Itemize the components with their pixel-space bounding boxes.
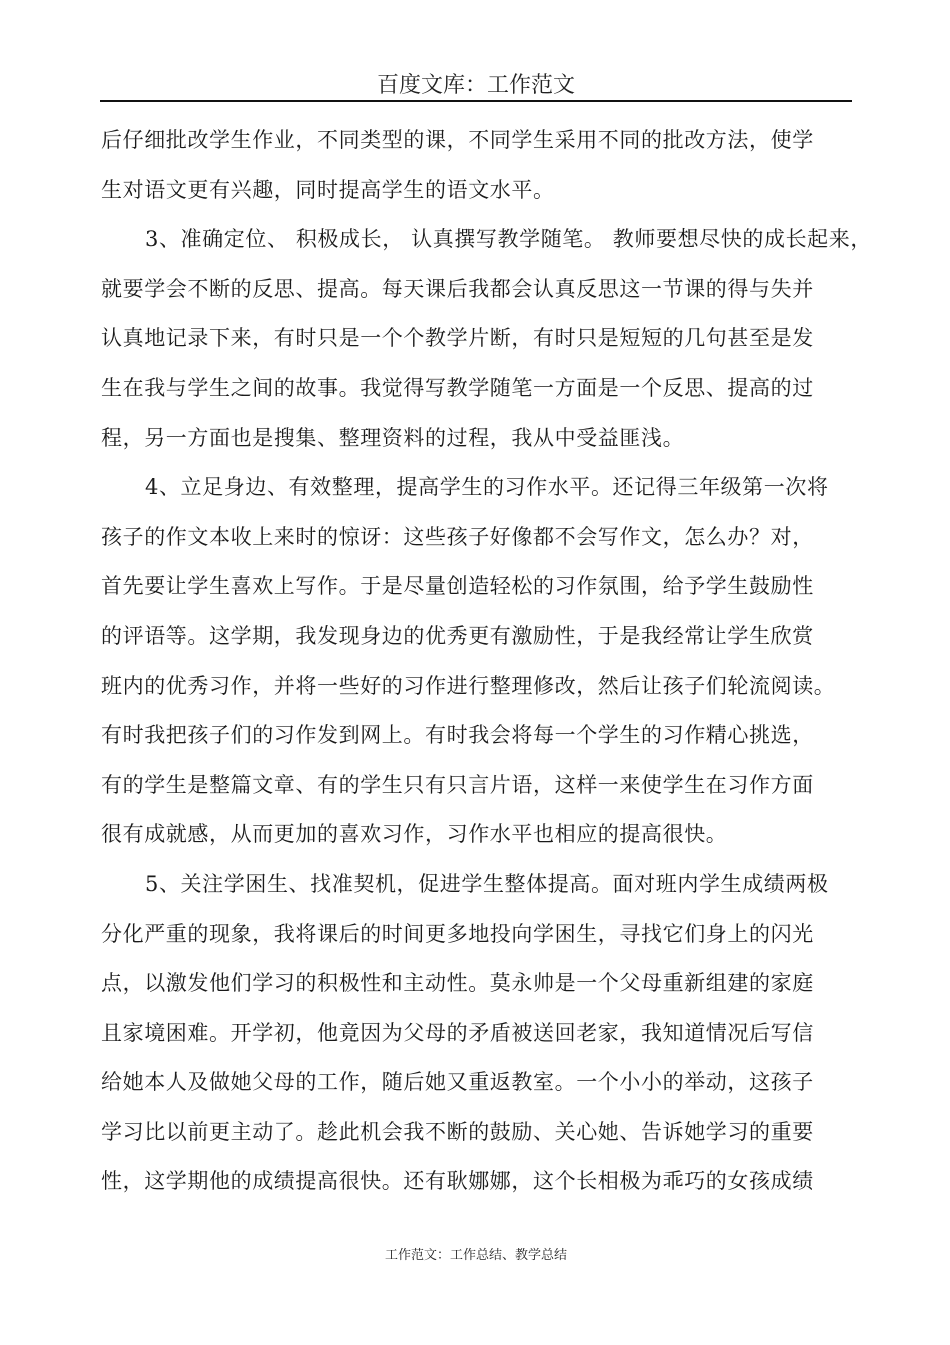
footer-text: 工作范文：工作总结、教学总结 [384,1248,567,1263]
text-line: 有时我把孩子们的习作发到网上。有时我会将每一个学生的习作精心挑选， [101,723,814,748]
text-line: 认真地记录下来，有时只是一个个教学片断，有时只是短短的几句甚至是发 [101,326,814,351]
text-line: 后仔细批改学生作业，不同类型的课，不同学生采用不同的批改方法，使学 [101,128,814,152]
page-title: 百度文库：工作范文 [376,73,575,98]
text-line: 学习比以前更主动了。趁此机会我不断的鼓励、关心她、告诉她学习的重要 [101,1119,814,1144]
text-line: 性，这学期他的成绩提高很快。还有耿娜娜，这个长相极为乖巧的女孩成绩 [101,1169,814,1194]
text-line: 3、准确定位、 积极成长， 认真撰写教学随笔。 教师要想尽快的成长起来， [145,227,872,252]
text-line: 分化严重的现象，我将课后的时间更多地投向学困生，寻找它们身上的闪光 [101,921,814,946]
page-header [100,70,852,102]
text-line: 且家境困难。开学初，他竟因为父母的矛盾被送回老家，我知道情况后写信 [101,1020,814,1045]
text-line: 就要学会不断的反思、提高。每天课后我都会认真反思这一节课的得与失并 [101,276,814,301]
page-footer [100,1246,852,1266]
header-divider [100,100,852,102]
text-line: 4、立足身边、有效整理，提高学生的习作水平。还记得三年级第一次将 [145,475,829,500]
text-line: 的评语等。这学期，我发现身边的优秀更有激励性，于是我经常让学生欣赏 [101,623,814,648]
text-line: 班内的优秀习作，并将一些好的习作进行整理修改，然后让孩子们轮流阅读。 [101,673,836,698]
text-line: 首先要让学生喜欢上写作。于是尽量创造轻松的习作氛围，给予学生鼓励性 [101,574,814,599]
text-line: 给她本人及做她父母的工作，随后她又重返教室。一个小小的举动，这孩子 [101,1070,814,1095]
text-line: 5、关注学困生、找准契机，促进学生整体提高。面对班内学生成绩两极 [145,871,829,896]
document-body [101,116,872,1207]
text-line: 程，另一方面也是搜集、整理资料的过程，我从中受益匪浅。 [101,425,685,450]
text-line: 很有成就感，从而更加的喜欢习作，习作水平也相应的提高很快。 [101,822,728,847]
text-line: 有的学生是整篇文章、有的学生只有只言片语，这样一来使学生在习作方面 [101,772,814,797]
text-line: 生在我与学生之间的故事。我觉得写教学随笔一方面是一个反思、提高的过 [101,375,814,400]
text-line: 孩子的作文本收上来时的惊讶：这些孩子好像都不会写作文，怎么办？对， [101,524,814,549]
text-line: 生对语文更有兴趣，同时提高学生的语文水平。 [101,177,555,202]
text-line: 点，以激发他们学习的积极性和主动性。莫永帅是一个父母重新组建的家庭 [101,971,814,996]
